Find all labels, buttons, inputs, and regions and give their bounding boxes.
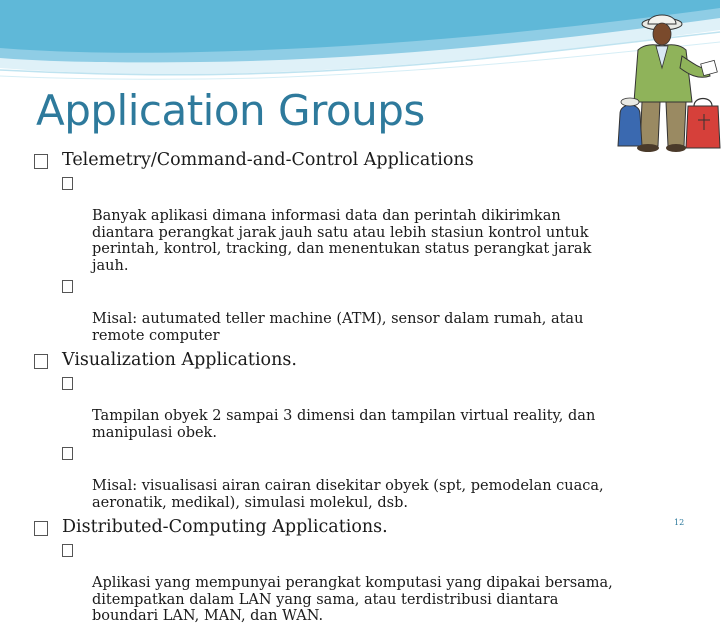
- list-item: [34, 175, 694, 274]
- section-heading-text: Distributed-Computing Applications.: [62, 517, 388, 537]
- section-heading-telemetry: [34, 150, 694, 171]
- slide-body: [34, 150, 694, 625]
- section-heading-visualization: [34, 350, 694, 371]
- missing-glyph-box-icon: [62, 280, 73, 293]
- list-item-text: Misal: autumated teller machine (ATM), sensor dalam rumah, atau remote computer: [92, 311, 584, 344]
- missing-glyph-box-icon: [62, 447, 73, 460]
- list-item: [34, 278, 694, 344]
- section-heading-text: Visualization Applications.: [62, 350, 297, 370]
- list-item: [34, 375, 694, 441]
- missing-glyph-box-icon: [62, 544, 73, 557]
- header-wave-decoration: [0, 0, 720, 90]
- missing-glyph-box-icon: [34, 154, 48, 169]
- list-item-text: Misal: visualisasi airan cairan disekitar obyek (spt, pemodelan cuaca, aeronatik, medikal), simulasi molekul, dsb.: [92, 478, 604, 511]
- missing-glyph-box-icon: [62, 377, 73, 390]
- traveler-with-luggage-clipart: [614, 6, 724, 158]
- list-item-text: Aplikasi yang mempunyai perangkat komputasi yang dipakai bersama, ditempatkan dalam LAN yang sama, atau terdistribusi diantara boundari LAN, MAN, dan WAN.: [92, 575, 613, 624]
- page-number: 12: [674, 518, 685, 527]
- missing-glyph-box-icon: [34, 521, 48, 536]
- missing-glyph-box-icon: [34, 354, 48, 369]
- missing-glyph-box-icon: [62, 177, 73, 190]
- list-item-text: Banyak aplikasi dimana informasi data dan perintah dikirimkan diantara perangkat jarak jauh satu atau lebih stasiun kontrol untuk perintah, kontrol, tracking, dan menentukan status perangkat jarak jauh.: [92, 208, 592, 274]
- section-heading-distributed: [34, 517, 694, 538]
- list-item: [34, 445, 694, 511]
- list-item-text: Tampilan obyek 2 sampai 3 dimensi dan tampilan virtual reality, dan manipulasi obek.: [92, 408, 596, 441]
- list-item: [34, 542, 694, 625]
- section-heading-text: Telemetry/Command-and-Control Applications: [62, 150, 474, 170]
- slide-title: Application Groups: [36, 86, 425, 135]
